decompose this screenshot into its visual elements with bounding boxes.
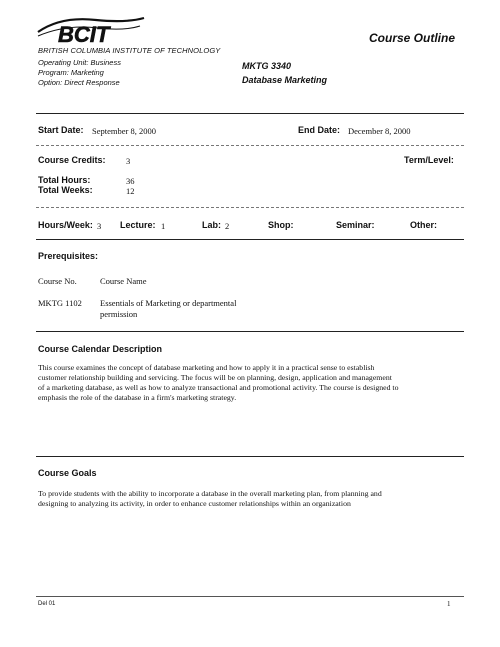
program-info (38, 58, 121, 88)
divider (36, 239, 464, 240)
shop-label: Shop: (268, 220, 294, 230)
divider (36, 145, 464, 146)
total-hours-value: 36 (126, 176, 135, 186)
other-label: Other: (410, 220, 437, 230)
operating-unit: Operating Unit: Business (38, 58, 121, 67)
prereq-col-course-no: Course No. (38, 276, 77, 286)
calendar-line: emphasis the role of the database in a firm's marketing strategy. (38, 393, 237, 402)
course-credits-value: 3 (126, 156, 131, 166)
institution-name: BRITISH COLUMBIA INSTITUTE OF TECHNOLOGY (38, 46, 221, 55)
prereq-course-name: Essentials of Marketing or departmental (100, 298, 237, 308)
end-date-value: December 8, 2000 (348, 126, 411, 136)
end-date-label: End Date: (298, 125, 341, 135)
goals-line: To provide students with the ability to incorporate a database in the overall marketing plan, from planning and (38, 489, 382, 498)
seminar-label: Seminar: (336, 220, 375, 230)
hours-week-label: Hours/Week: (38, 220, 93, 230)
option-name: Option: Direct Response (38, 78, 120, 87)
course-code: MKTG 3340 (242, 61, 292, 71)
goals-line: designing to analyzing its activity, in order to enhance customer relationships within an organization (38, 499, 351, 508)
course-goals-heading: Course Goals (38, 468, 97, 478)
footer-rule (36, 596, 464, 597)
program-name: Program: Marketing (38, 68, 104, 77)
start-date-label: Start Date: (38, 125, 84, 135)
lab-value: 2 (225, 221, 230, 231)
prereq-col-course-name: Course Name (100, 276, 147, 286)
prereq-course-no: MKTG 1102 (38, 298, 82, 308)
lecture-label: Lecture: (120, 220, 156, 230)
start-date-value: September 8, 2000 (92, 126, 156, 136)
total-weeks-label: Total Weeks: (38, 185, 93, 195)
page-number: 1 (447, 600, 451, 608)
lecture-value: 1 (161, 221, 166, 231)
term-level-label: Term/Level: (404, 155, 454, 165)
logo-text: BCIT (58, 22, 110, 47)
document-title: Course Outline (369, 31, 456, 45)
calendar-description-heading: Course Calendar Description (38, 344, 163, 354)
course-goals-text (38, 489, 382, 509)
lab-label: Lab: (202, 220, 221, 230)
prerequisites-heading: Prerequisites: (38, 251, 99, 261)
divider (36, 456, 464, 457)
course-credits-label: Course Credits: (38, 155, 106, 165)
hours-week-value: 3 (97, 221, 102, 231)
calendar-description-text (38, 363, 399, 403)
total-weeks-value: 12 (126, 186, 135, 196)
divider (36, 113, 464, 114)
course-title: Database Marketing (242, 75, 328, 85)
calendar-line: of a marketing database, as well as how to analyze transactional and promotional activity. The course is designed to (38, 383, 399, 392)
divider (36, 331, 464, 332)
footer-label: Del 01 (38, 601, 56, 607)
total-hours-label: Total Hours: (38, 175, 91, 185)
divider (36, 207, 464, 208)
calendar-line: This course examines the concept of database marketing and how to apply it in a practical sense to establish (38, 363, 375, 372)
calendar-line: customer relationship building and servicing. The focus will be on planning, design, application and management (38, 373, 392, 382)
prereq-course-name-cont: permission (100, 309, 138, 319)
